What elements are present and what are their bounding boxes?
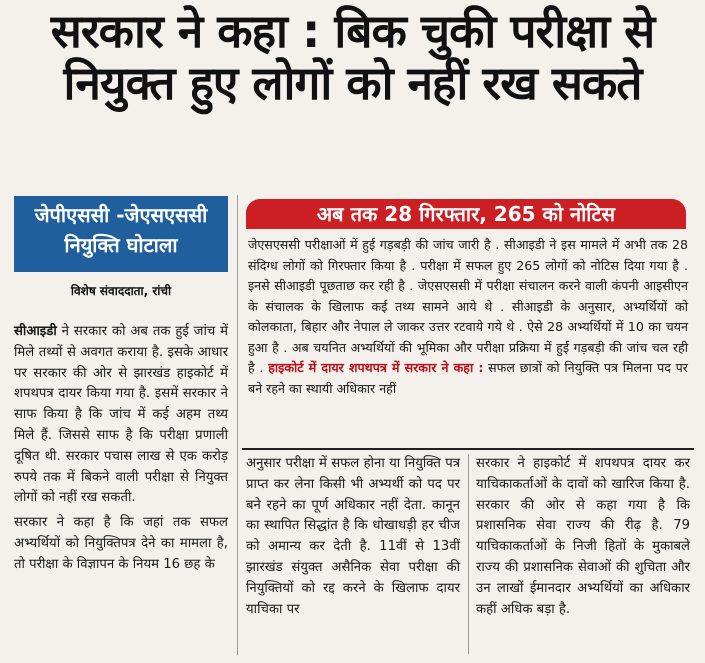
byline: विशेष संवाददाता, रांची — [70, 284, 172, 298]
section-tag-line-2: नियुक्ति घोटाला — [64, 233, 178, 257]
article-column-1 — [14, 322, 228, 580]
headline-line-1-rest: बिक चुकी परीक्षा से — [334, 4, 655, 58]
box-banner: अब तक 28 गिरफ्तार, 265 को नोटिस — [246, 199, 686, 229]
box-highlight-label: हाइकोर्ट में दायर शपथपत्र में सरकार ने कहा : — [268, 360, 484, 375]
column-3-paragraph: सरकार ने हाइकोर्ट में शपथपत्र दायर कर याचिकाकर्ताओं के दावों को खारिज किया है. सरकार की ओर से कहा गया है कि प्रशासनिक सेवा राज्य की रीढ़ है. 79 याचिकाकर्ताओं के निजी हितों के मुकाबले राज्य की प्रशासनिक सेवाओं की शुचिता और उन लाखों ईमानदार अभ्यर्थियों का अधिकार कहीं अधिक बड़ा है. — [476, 456, 690, 617]
column-rule-2 — [468, 454, 469, 654]
headline-line-1 — [0, 6, 705, 58]
column-1-text-1: ने सरकार को अब तक हुई जांच में मिले तथ्यों से अवगत कराया है. इसके आधार पर सरकार की ओर से झारखंड हाइकोर्ट में शपथपत्र दायर किया गया है. इसमें सरकार ने साफ किया है कि जांच में कई अहम तथ्य मिले हैं. जिससे साफ है कि परीक्षा प्रणाली दूषित थी. सरकार पचास लाख से एक करोड़ रुपये तक में बिकने वाली परीक्षा से नियुक्त लोगों को नहीं रख सकती. — [14, 324, 228, 506]
column-2-paragraph: अनुसार परीक्षा में सफल होना या नियुक्ति पत्र प्राप्त कर लेना किसी भी अभ्यर्थी को पद पर बने रहने का पूर्ण अधिकार नहीं देता. कानून का स्थापित सिद्धांत है कि धोखाधड़ी हर चीज को अमान्य कर देती है. 11वीं से 13वीं झारखंड संयुक्त असैनिक सेवा परीक्षा की नियुक्तियों को रद्द करने के खिलाफ दायर याचिका पर — [246, 456, 460, 617]
column-1-paragraph-2: सरकार ने कहा है कि जहां तक सफल अभ्यर्थियों को नियुक्तिपत्र देने का मामला है, तो परीक्षा के विज्ञापन के नियम 16 छह के — [14, 515, 228, 572]
box-body — [248, 235, 688, 399]
box-text: जेएसएससी परीक्षाओं में हुई गड़बड़ी की जांच जारी है . सीआइडी ने इस मामले में अभी तक 28 संदिग्ध लोगों को गिरफ्तार किया है . परीक्षा में सफल हुए 265 लोगों को नोटिस दिया गया है . इनसे सीआइडी पूछताछ कर रही है . जेएसएससी में परीक्षा संचालन करने वाली कंपनी आइसीएन के संचालक के खिलाफ कई तथ्य सामने आये थे . सीआइडी के अनुसार, अभ्यर्थियों को कोलकाता, बिहार और नेपाल ले जाकर उत्तर रटवाये गये थे . ऐसे 28 अभ्यर्थियों में 10 का चयन हुआ है . अब चयनित अभ्यर्थियों की भूमिका और परीक्षा प्रक्रिया में हुई गड़बड़ी की जांच चल रही है . — [248, 237, 688, 375]
headline-prefix: सरकार ने कहा : — [50, 4, 320, 58]
column-1-lead: सीआइडी — [14, 324, 57, 339]
box-highlight-text: सफल छात्रों को नियुक्ति पत्र मिलना पद पर बने रहने का स्थायी अधिकार नहीं — [248, 360, 688, 396]
headline — [0, 6, 705, 109]
column-1-paragraph-1 — [14, 322, 228, 509]
section-tag — [14, 196, 228, 272]
article-column-3 — [476, 454, 690, 624]
column-rule-1 — [237, 195, 238, 655]
section-tag-line-1: जेपीएससी -जेएसएससी — [34, 203, 208, 227]
box-divider — [242, 448, 694, 450]
headline-line-2: नियुक्त हुए लोगों को नहीं रख सकते — [63, 55, 642, 110]
article-column-2 — [246, 454, 460, 624]
